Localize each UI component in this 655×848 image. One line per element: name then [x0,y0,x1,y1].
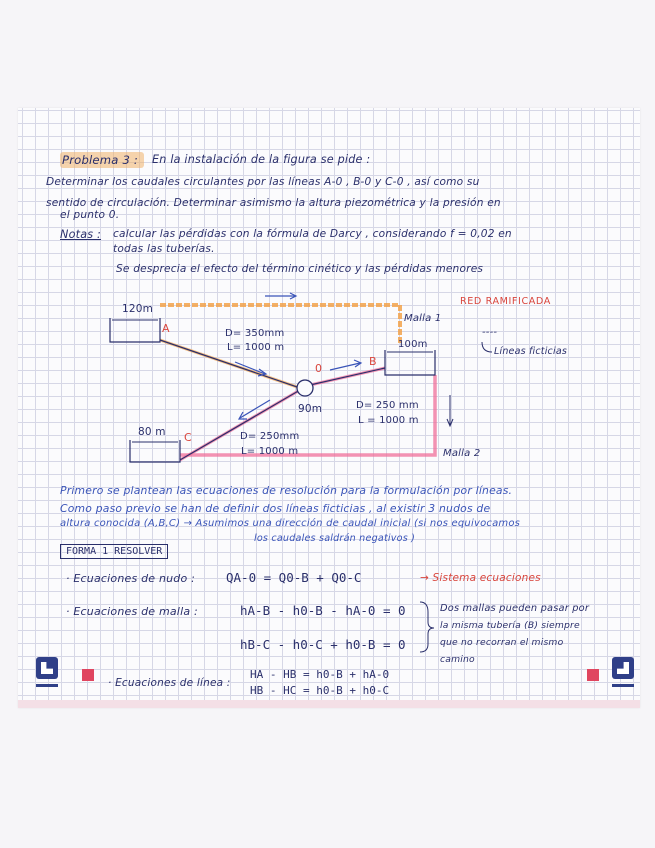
left-red-square-icon [82,669,94,681]
node-a-label: A [162,322,170,335]
tank-a-height: 120m [122,303,154,315]
line-equations-label: · Ecuaciones de línea : [108,677,231,689]
notes-line-3: Se desprecia el efecto del término cinético y las pérdidas menores [116,263,484,275]
mesh-note-line-4: camino [440,654,475,665]
pipe-co-diameter: D= 250mm [240,431,300,442]
intro-text: En la instalación de la figura se pide : [152,153,371,166]
mesh-equation-1: hA-B - h0-B - hA-0 = 0 [240,603,406,618]
body-line-4: los caudales saldrán negativos ) [254,533,416,544]
mesh-1-label: Malla 1 [404,313,442,324]
node-c-label: C [184,431,192,444]
pipe-co-length: L= 1000 m [241,446,299,457]
flow-arrow-0-c-head [239,412,247,419]
mesh-note-line-1: Dos mallas pueden pasar por [440,603,590,614]
line-equation-2: HB - HC = h0-B + h0-C [250,684,390,697]
body-line-1: Primero se plantean las ecuaciones de resolución para la formulación por líneas. [60,484,513,497]
right-corner-bar [612,684,634,687]
mesh-2-label: Malla 2 [443,448,481,459]
mesh-equation-2: hB-C - h0-C + h0-B = 0 [240,637,406,652]
notes-line-2: todas las tuberías. [113,243,215,255]
tank-a [110,318,160,342]
pipe-bo-diameter: D= 250 mm [356,400,419,411]
left-logo-glyph [41,662,53,674]
notes-line-1: calcular las pérdidas con la fórmula de Darcy , considerando f = 0,02 en [113,228,512,240]
statement-line-4: el punto 0. [60,209,120,221]
node-equation: QA-0 = Q0-B + Q0-C [226,570,362,585]
pipe-ao-length: L= 1000 m [227,342,285,353]
legend-dashes: ---- [482,327,498,338]
problem-label: Problema 3 : [62,153,139,167]
left-corner-bar [36,684,58,687]
node-0-circle [297,380,313,396]
notes-label: Notas : [60,228,102,241]
right-logo-glyph [617,662,629,674]
mesh-note-line-2: la misma tubería (B) siempre [440,620,580,631]
body-line-3: altura conocida (A,B,C) → Asumimos una dirección de caudal inicial (si nos equivocamos [60,518,521,529]
right-corner-logo-icon [612,657,634,679]
method-box-label: FORMA 1 RESOLVER [60,544,168,559]
tank-b [385,350,435,375]
diagram-title: RED RAMIFICADA [460,296,551,307]
legend-hook [482,342,492,352]
left-corner-logo-icon [36,657,58,679]
legend-text: Líneas ficticias [494,346,567,357]
mesh-note-line-3: que no recorran el mismo [440,637,564,648]
pipe-ao-diameter: D= 350mm [225,328,285,339]
tank-c [130,440,180,462]
body-line-2: Como paso previo se han de definir dos líneas ficticias , al existir 3 nudos de [60,502,491,515]
tank-c-height: 80 m [138,426,166,438]
statement-line-3: sentido de circulación. Determinar asimismo la altura piezométrica y la presión en [46,197,501,209]
node-equations-label: · Ecuaciones de nudo : [66,572,196,585]
statement-line-2: Determinar los caudales circulantes por las líneas A-0 , B-0 y C-0 , así como su [46,176,480,188]
node-equation-note: → Sistema ecuaciones [420,572,541,584]
pipe-bo-length: L = 1000 m [358,415,419,426]
mesh-equations-label: · Ecuaciones de malla : [66,605,198,618]
node-0-label: 0 [315,362,323,375]
tank-b-height: 100m [398,339,428,350]
node-b-label: B [369,355,377,368]
line-equation-1: HA - HB = h0-B + hA-0 [250,668,390,681]
fictitious-line-1 [160,305,400,345]
right-red-square-icon [587,669,599,681]
node-0-height: 90m [298,403,323,415]
